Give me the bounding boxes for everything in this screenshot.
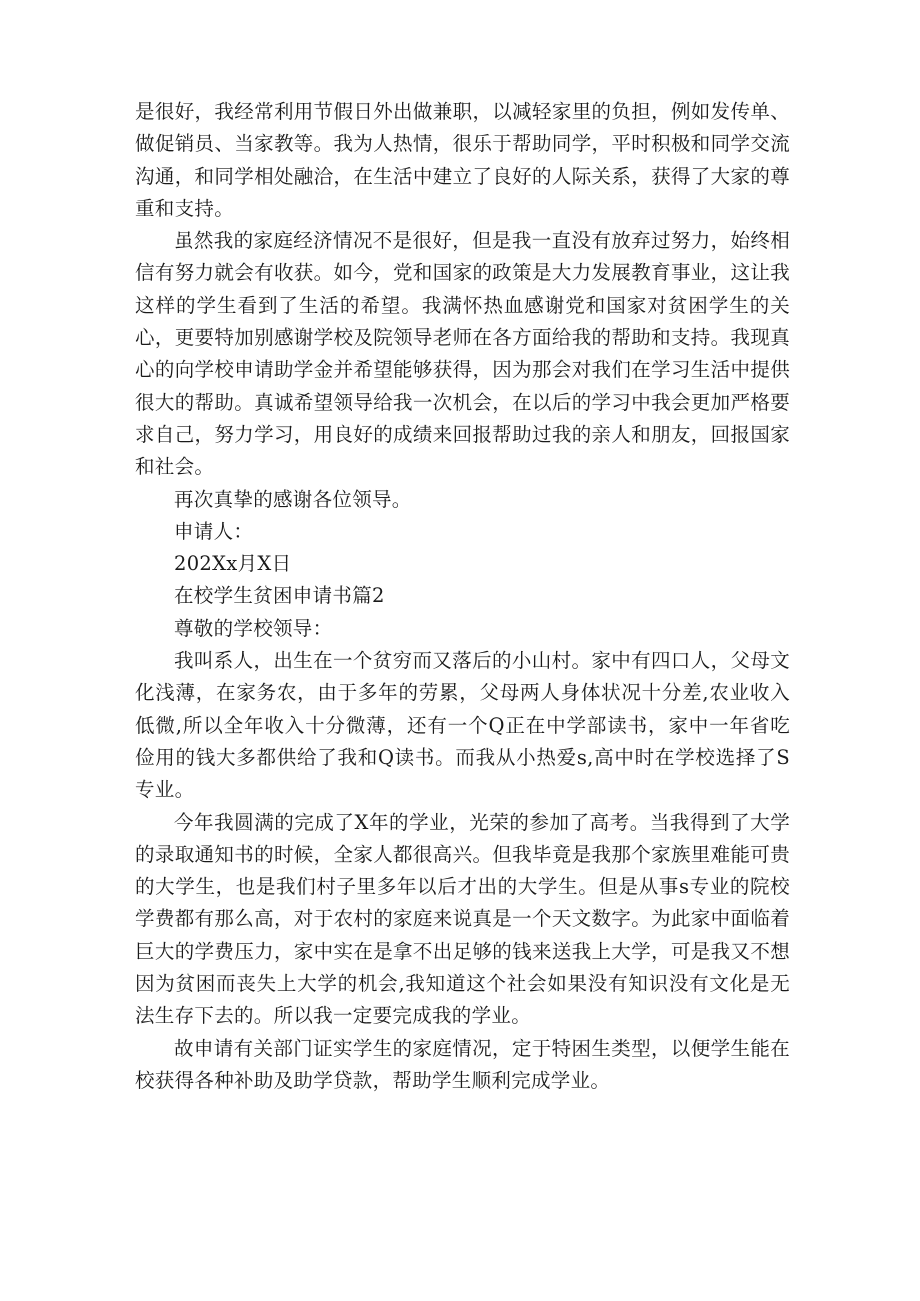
paragraph-introduction: 我叫系人，出生在一个贫穷而又落后的小山村。家中有四口人，父母文化浅薄，在家务农，由于多年的劳累，父母两人身体状况十分差,农业收入低微,所以全年收入十分微薄，还有一个Q正在中学部读书，家中一年省吃俭用的钱大多都供给了我和Q读书。而我从小热爱s,高中时在学校选择了S专业。	[135, 649, 790, 802]
document-body	[135, 96, 790, 1097]
date-line: 202Xx月X日	[174, 552, 292, 576]
paragraph-economic-situation: 虽然我的家庭经济情况不是很好，但是我一直没有放弃过努力，始终相信有努力就会有收获。如今，党和国家的政策是大力发展教育事业，这让我这样的学生看到了生活的希望。我满怀热血感谢党和国家对贫困学生的关心，更要特加别感谢学校及院领导老师在各方面给我的帮助和支持。我现真心的向学校申请助学金并希望能够获得，因为那会对我们在学习生活中提供很大的帮助。真诚希望领导给我一次机会，在以后的学习中我会更加严格要求自己，努力学习，用良好的成绩来回报帮助过我的亲人和朋友，回报国家和社会。	[135, 229, 790, 479]
section-title: 在校学生贫困申请书篇2	[174, 584, 385, 608]
paragraph-thanks: 再次真挚的感谢各位领导。	[174, 487, 412, 511]
paragraph-request: 故申请有关部门证实学生的家庭情况，定于特困生类型，以便学生能在校获得各种补助及助学贷款，帮助学生顺利完成学业。	[135, 1036, 790, 1092]
paragraph-continuation: 是很好，我经常利用节假日外出做兼职，以减轻家里的负担，例如发传单、做促销员、当家教等。我为人热情，很乐于帮助同学，平时积极和同学交流沟通，和同学相处融洽，在生活中建立了良好的人际关系，获得了大家的尊重和支持。	[135, 100, 790, 220]
salutation: 尊敬的学校领导：	[174, 616, 333, 640]
paragraph-tuition-pressure: 今年我圆满的完成了X年的学业，光荣的参加了高考。当我得到了大学的录取通知书的时候，全家人都很高兴。但我毕竟是我那个家族里难能可贵的大学生，也是我们村子里多年以后才出的大学生。但是从事s专业的院校学费都有那么高，对于农村的家庭来说真是一个天文数字。为此家中面临着巨大的学费压力，家中实在是拿不出足够的钱来送我上大学，可是我又不想因为贫困而丧失上大学的机会,我知道这个社会如果没有知识没有文化是无法生存下去的。所以我一定要完成我的学业。	[135, 810, 790, 1028]
applicant-label: 申请人：	[174, 519, 254, 543]
